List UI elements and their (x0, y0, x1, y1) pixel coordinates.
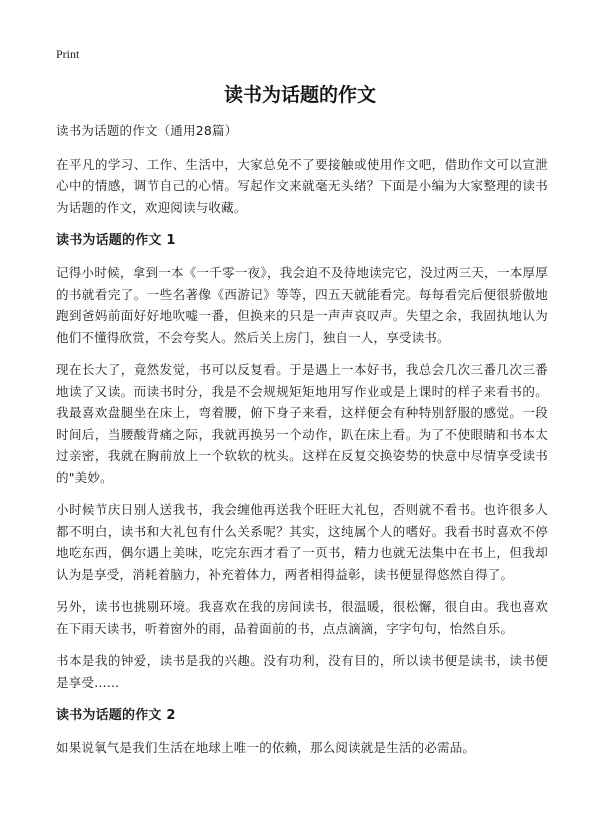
section1-paragraph-4: 另外，读书也挑剔环境。我喜欢在我的房间读书，很温暖，很松懈，很自由。我也喜欢在下雨天读书，听着窗外的雨，品着面前的书，点点滴滴，字字句句，怡然自乐。 (56, 599, 548, 636)
page-title: 读书为话题的作文 (223, 84, 376, 106)
section1-paragraph-2: 现在长大了，竟然发觉，书可以反复看。于是遇上一本好书，我总会几次三番几次三番地读了又读。而读书时分，我是不会规规矩矩地用写作业或是上课时的样子来看书的。我最喜欢盘腿坐在床上，弯着腰，俯下身子来看，这样便会有种特别舒服的感觉。一段时间后，当腰酸背痛之际，我就再换另一个动作，趴在床上看。为了不使眼睛和书本太过亲密，我就在胸前放上一个软软的枕头。这样在反复交换姿势的快意中尽情享受读书的"美妙。 (56, 362, 548, 485)
print-link[interactable]: Print (56, 47, 80, 61)
intro-paragraph: 在平凡的学习、工作、生活中，大家总免不了要接触或使用作文吧，借助作文可以宣泄心中的情感，调节自己的心情。写起作文来就毫无头绪？下面是小编为大家整理的读书为话题的作文，欢迎阅读与收藏。 (56, 156, 548, 215)
section1-paragraph-5: 书本是我的钟爱，读书是我的兴趣。没有功利，没有目的，所以读书便是读书，读书便是享受…… (56, 653, 548, 690)
article-subtitle: 读书为话题的作文（通用28篇） (56, 123, 238, 138)
section1-paragraph-3: 小时候节庆日别人送我书，我会缠他再送我个旺旺大礼包，否则就不看书。也许很多人都不明白，读书和大礼包有什么关系呢？其实，这纯属个人的嗜好。我看书时喜欢不停地吃东西，偶尔遇上美味，吃完东西才看了一页书，精力也就无法集中在书上，但我却认为是享受，消耗着脑力，补充着体力，两者相得益彰，读书便显得悠然自得了。 (56, 502, 548, 582)
section1-paragraph-1: 记得小时候，拿到一本《一千零一夜》，我会迫不及待地读完它，没过两三天，一本厚厚的书就看完了。一些名著像《西游记》等等，四五天就能看完。每每看完后便很骄傲地跑到爸妈前面好好地吹嘘一番，但换来的只是一声声哀叹声。失望之余，我固执地认为他们不懂得欣赏，不会夸奖人。然后关上房门，独自一人，享受读书。 (56, 265, 548, 345)
article-body (56, 120, 548, 770)
section-heading-2: 读书为话题的作文 2 (56, 708, 176, 723)
section2-paragraph-1: 如果说氧气是我们生活在地球上唯一的依赖，那么阅读就是生活的必需品。 (56, 740, 476, 755)
section-heading-1: 读书为话题的作文 1 (56, 233, 176, 248)
